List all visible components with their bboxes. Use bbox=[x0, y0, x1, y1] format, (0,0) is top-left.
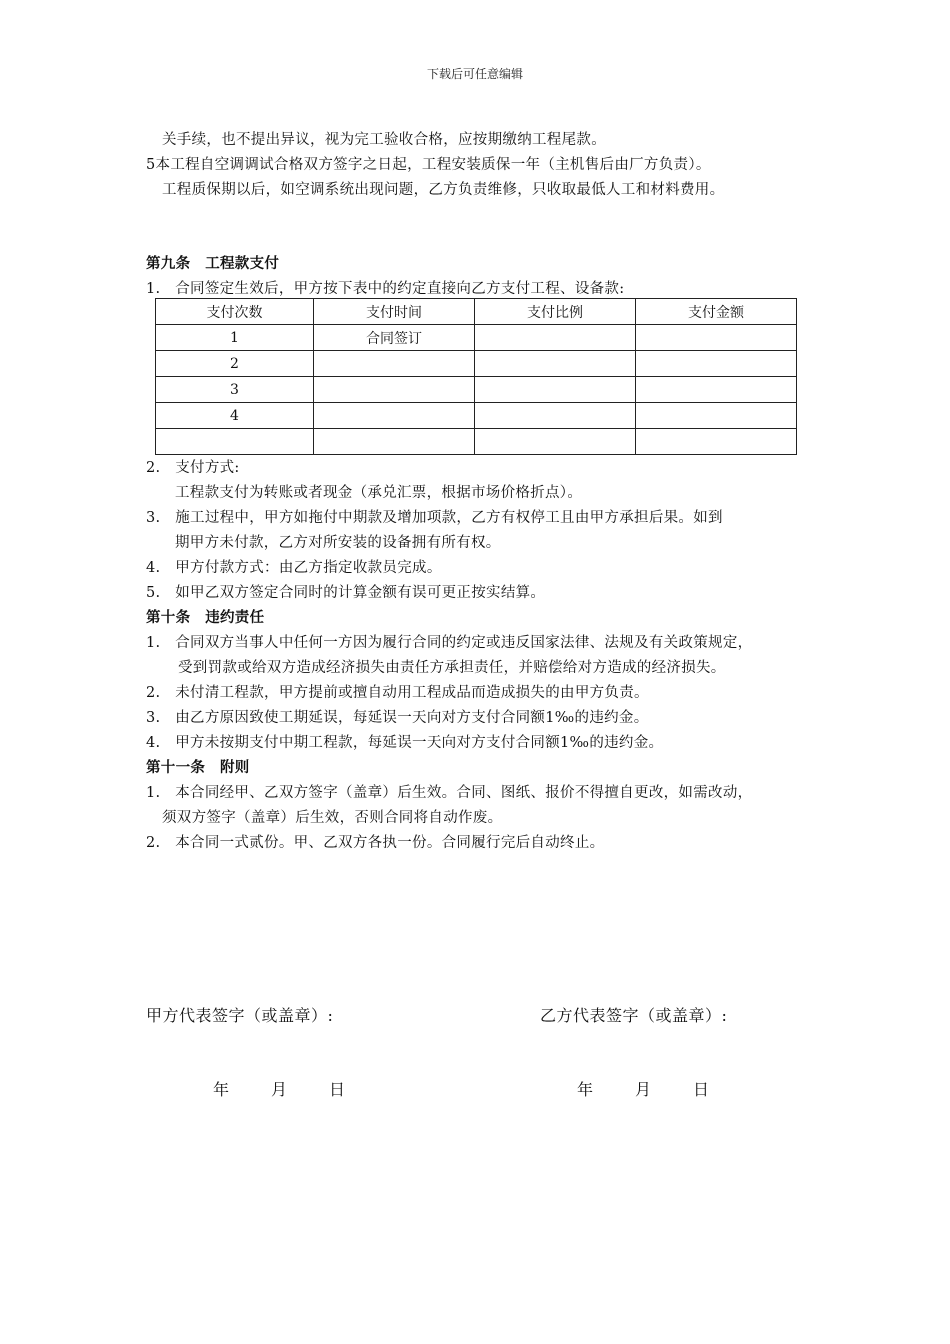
table-cell: 1 bbox=[156, 325, 314, 351]
table-cell: 3 bbox=[156, 377, 314, 403]
date-day-label: 日 bbox=[693, 1080, 710, 1099]
table-cell bbox=[475, 403, 636, 429]
table-cell bbox=[314, 351, 475, 377]
article-9-item-1: 1. 合同签定生效后，甲方按下表中的约定直接向乙方支付工程、设备款: bbox=[146, 281, 625, 297]
article-11-item-2: 2. 本合同一式贰份。甲、乙双方各执一份。合同履行完后自动终止。 bbox=[146, 835, 605, 851]
article-10-item-3: 3. 由乙方原因致使工期延误，每延误一天向对方支付合同额1‰的违约金。 bbox=[146, 710, 649, 726]
table-cell: 合同签订 bbox=[314, 325, 475, 351]
article-11-item-1-cont: 须双方签字（盖章）后生效，否则合同将自动作废。 bbox=[162, 810, 503, 826]
date-month-label: 月 bbox=[271, 1080, 288, 1099]
page-header: 下载后可任意编辑 bbox=[426, 67, 523, 81]
article-9-item-5: 5. 如甲乙双方签定合同时的计算金额有误可更正按实结算。 bbox=[146, 585, 546, 601]
payment-table bbox=[155, 298, 797, 455]
table-cell bbox=[475, 351, 636, 377]
date-year-label: 年 bbox=[577, 1080, 594, 1099]
table-cell bbox=[636, 377, 797, 403]
table-cell bbox=[475, 325, 636, 351]
table-cell bbox=[314, 377, 475, 403]
table-header-cell: 支付次数 bbox=[156, 299, 314, 325]
table-header-cell: 支付金额 bbox=[636, 299, 797, 325]
date-day-label: 日 bbox=[329, 1080, 346, 1099]
article-10-item-1-cont: 受到罚款或给双方造成经济损失由责任方承担责任，并赔偿给对方造成的经济损失。 bbox=[178, 660, 726, 676]
table-row bbox=[156, 403, 797, 429]
article-9-item-3-cont: 期甲方未付款，乙方对所安装的设备拥有所有权。 bbox=[175, 535, 501, 551]
party-a-signature-label: 甲方代表签字（或盖章）: bbox=[146, 1006, 334, 1025]
table-cell: 4 bbox=[156, 403, 314, 429]
table-header-cell: 支付时间 bbox=[314, 299, 475, 325]
table-cell bbox=[636, 325, 797, 351]
article-10-item-1: 1. 合同双方当事人中任何一方因为履行合同的约定或违反国家法律、法规及有关政策规定， bbox=[146, 635, 753, 651]
article-9-item-2: 2. 支付方式: bbox=[146, 460, 240, 476]
article-11-title: 第十一条 附则 bbox=[146, 759, 250, 776]
article-10-title: 第十条 违约责任 bbox=[146, 609, 265, 626]
table-cell bbox=[314, 403, 475, 429]
table-cell bbox=[636, 429, 797, 455]
article-9-item-4: 4. 甲方付款方式：由乙方指定收款员完成。 bbox=[146, 560, 442, 576]
table-cell bbox=[475, 429, 636, 455]
party-a-date bbox=[213, 1077, 345, 1100]
table-cell bbox=[475, 377, 636, 403]
article-9-item-3: 3. 施工过程中，甲方如拖付中期款及增加项款，乙方有权停工且由甲方承担后果。如到 bbox=[146, 510, 723, 526]
article-10-item-4: 4. 甲方未按期支付中期工程款，每延误一天向对方支付合同额1‰的违约金。 bbox=[146, 735, 664, 751]
table-cell: 2 bbox=[156, 351, 314, 377]
party-b-date bbox=[577, 1077, 709, 1100]
table-row bbox=[156, 351, 797, 377]
article-9-title: 第九条 工程款支付 bbox=[146, 255, 280, 272]
table-cell bbox=[636, 351, 797, 377]
intro-line-2: 5本工程自空调调试合格双方签字之日起，工程安装质保一年（主机售后由厂方负责）。 bbox=[146, 157, 711, 173]
table-cell bbox=[156, 429, 314, 455]
table-cell bbox=[636, 403, 797, 429]
table-cell bbox=[314, 429, 475, 455]
party-b-signature-label: 乙方代表签字（或盖章）: bbox=[540, 1006, 728, 1025]
table-header-row bbox=[156, 299, 797, 325]
table-row bbox=[156, 325, 797, 351]
table-row bbox=[156, 429, 797, 455]
date-month-label: 月 bbox=[635, 1080, 652, 1099]
table-row bbox=[156, 377, 797, 403]
intro-line-3: 工程质保期以后，如空调系统出现问题，乙方负责维修，只收取最低人工和材料费用。 bbox=[162, 182, 725, 198]
date-year-label: 年 bbox=[213, 1080, 230, 1099]
article-11-item-1: 1. 本合同经甲、乙双方签字（盖章）后生效。合同、图纸、报价不得擅自更改，如需改动， bbox=[146, 785, 753, 801]
article-10-item-2: 2. 未付清工程款，甲方提前或擅自动用工程成品而造成损失的由甲方负责。 bbox=[146, 685, 649, 701]
intro-line-1: 关手续，也不提出异议，视为完工验收合格，应按期缴纳工程尾款。 bbox=[162, 132, 606, 148]
table-header-cell: 支付比例 bbox=[475, 299, 636, 325]
article-9-item-2-detail: 工程款支付为转账或者现金（承兑汇票，根据市场价格折点）。 bbox=[175, 485, 583, 501]
